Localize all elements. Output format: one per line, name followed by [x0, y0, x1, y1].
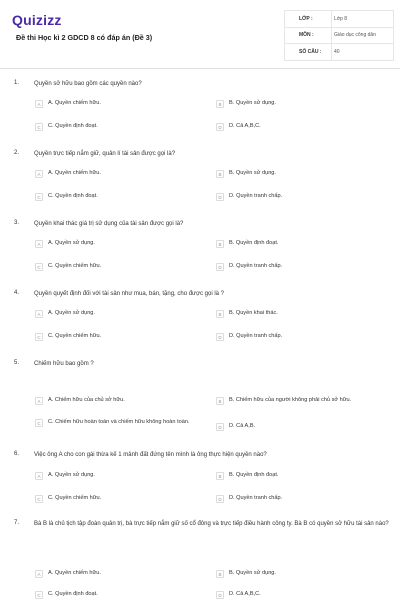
meta-row-count	[285, 44, 393, 60]
option-letter-box: B	[216, 397, 224, 405]
option-text: B. Quyền sử dụng.	[229, 570, 276, 577]
option-a[interactable]	[35, 570, 215, 578]
option-b[interactable]	[216, 100, 396, 108]
meta-label: SỐ CÂU :	[299, 48, 322, 55]
option-letter-box: C	[35, 495, 43, 503]
option-c[interactable]	[35, 495, 215, 503]
option-c[interactable]	[35, 419, 195, 427]
option-text: D. Quyền tranh chấp.	[229, 495, 283, 502]
option-text: D. Cả A,B.	[229, 423, 256, 430]
option-c[interactable]	[35, 333, 215, 341]
option-text: D. Quyền tranh chấp.	[229, 263, 283, 270]
option-text: C. Quyền chiếm hữu.	[48, 333, 102, 340]
option-c[interactable]	[35, 591, 215, 599]
option-letter-box: C	[35, 333, 43, 341]
option-a[interactable]	[35, 240, 215, 248]
option-d[interactable]	[216, 591, 396, 599]
meta-value: Giáo dục công dân	[331, 28, 393, 44]
option-letter-box: C	[35, 263, 43, 271]
option-b[interactable]	[216, 472, 396, 480]
meta-row-class	[285, 11, 393, 28]
option-b[interactable]	[216, 570, 396, 578]
question-number: 1.	[14, 80, 20, 86]
option-text: C. Quyền định đoạt.	[48, 123, 98, 130]
question-number: 5.	[14, 360, 20, 366]
question-number: 2.	[14, 150, 20, 156]
option-text: D. Quyền tranh chấp.	[229, 193, 283, 200]
option-letter-box: D	[216, 591, 224, 599]
option-d[interactable]	[216, 123, 396, 131]
option-letter-box: A	[35, 570, 43, 578]
option-text: A. Chiếm hữu của chủ sở hữu.	[48, 397, 125, 404]
option-letter-box: B	[216, 310, 224, 318]
option-letter-box: A	[35, 170, 43, 178]
option-b[interactable]	[216, 240, 396, 248]
option-text: B. Quyền sử dụng.	[229, 100, 276, 107]
option-a[interactable]	[35, 472, 215, 480]
option-letter-box: C	[35, 123, 43, 131]
option-text: A. Quyền sử dụng.	[48, 240, 95, 247]
option-text: C. Quyền định đoạt.	[48, 591, 98, 598]
option-text: C. Quyền định đoạt.	[48, 193, 98, 200]
question-text: Quyền khai thác giá trị sử dụng của tài sản được gọi là?	[34, 221, 184, 227]
option-a[interactable]	[35, 310, 215, 318]
option-letter-box: B	[216, 570, 224, 578]
meta-value: Lớp 8	[331, 11, 393, 27]
question-text: Quyền quyết định đối với tài sản như mua, bán, tặng, cho được gọi là ?	[34, 291, 225, 297]
option-text: C. Chiếm hữu hoàn toàn và chiếm hữu không hoàn toàn.	[48, 419, 190, 426]
option-text: D. Cả A,B,C.	[229, 591, 261, 598]
worksheet-header	[0, 0, 400, 68]
option-c[interactable]	[35, 263, 215, 271]
meta-label: LỚP :	[299, 15, 313, 22]
option-letter-box: B	[216, 240, 224, 248]
option-letter-box: A	[35, 472, 43, 480]
option-text: A. Quyền sử dụng.	[48, 310, 95, 317]
option-d[interactable]	[216, 423, 396, 431]
option-text: A. Quyền chiếm hữu.	[48, 570, 101, 577]
option-letter-box: C	[35, 419, 43, 427]
option-a[interactable]	[35, 397, 215, 405]
question-number: 4.	[14, 290, 20, 296]
option-text: B. Quyền sử dụng.	[229, 170, 276, 177]
option-text: D. Quyền tranh chấp.	[229, 333, 283, 340]
option-letter-box: A	[35, 100, 43, 108]
option-d[interactable]	[216, 193, 396, 201]
option-c[interactable]	[35, 123, 215, 131]
option-text: A. Quyền chiếm hữu.	[48, 170, 101, 177]
question-text: Bà B là chủ tịch tập đoàn quản trị, bà trực tiếp nắm giữ số cổ đông và trực tiếp điều hành công ty. Bà B có quyền sở hữu tài sản nào?	[34, 521, 389, 527]
option-text: D. Cả A,B,C.	[229, 123, 261, 130]
option-text: B. Quyền khai thác.	[229, 310, 278, 317]
meta-row-subject	[285, 28, 393, 45]
question-text: Quyền sở hữu bao gồm các quyền nào?	[34, 81, 142, 87]
quizizz-logo: Quizizz	[12, 12, 62, 28]
option-text: A. Quyền sử dụng.	[48, 472, 95, 479]
option-letter-box: D	[216, 333, 224, 341]
option-text: C. Quyền chiếm hữu.	[48, 263, 102, 270]
option-text: B. Quyền định đoạt.	[229, 240, 279, 247]
option-d[interactable]	[216, 333, 396, 341]
option-letter-box: D	[216, 423, 224, 431]
option-d[interactable]	[216, 495, 396, 503]
option-letter-box: C	[35, 193, 43, 201]
option-letter-box: D	[216, 193, 224, 201]
option-letter-box: B	[216, 100, 224, 108]
question-number: 6.	[14, 451, 20, 457]
question-text: Quyền trực tiếp nắm giữ, quản lí tài sản được gọi là?	[34, 151, 176, 157]
option-text: A. Quyền chiếm hữu.	[48, 100, 101, 107]
document-title: Đề thi Học kì 2 GDCD 8 có đáp án (Đề 3)	[16, 33, 153, 42]
question-number: 3.	[14, 220, 20, 226]
option-c[interactable]	[35, 193, 215, 201]
option-letter-box: A	[35, 397, 43, 405]
question-text: Việc ông A cho con gái thừa kế 1 mảnh đất đứng tên mình là ông thực hiện quyền nào?	[34, 452, 267, 458]
option-b[interactable]	[216, 397, 396, 405]
header-divider	[0, 68, 400, 69]
option-text: B. Quyền định đoạt.	[229, 472, 279, 479]
meta-label: MÔN :	[299, 32, 314, 39]
option-text: C. Quyền chiếm hữu.	[48, 495, 102, 502]
question-number: 7.	[14, 520, 20, 526]
option-a[interactable]	[35, 100, 215, 108]
option-letter-box: A	[35, 240, 43, 248]
option-letter-box: C	[35, 591, 43, 599]
option-text: B. Chiếm hữu của người không phải chủ sở hữu.	[229, 397, 352, 404]
meta-value: 40	[331, 44, 393, 60]
option-letter-box: D	[216, 123, 224, 131]
option-letter-box: B	[216, 170, 224, 178]
question-text: Chiếm hữu bao gồm ?	[34, 361, 94, 367]
option-d[interactable]	[216, 263, 396, 271]
option-letter-box: A	[35, 310, 43, 318]
option-letter-box: D	[216, 495, 224, 503]
option-b[interactable]	[216, 170, 396, 178]
option-letter-box: B	[216, 472, 224, 480]
option-letter-box: D	[216, 263, 224, 271]
option-a[interactable]	[35, 170, 215, 178]
option-b[interactable]	[216, 310, 396, 318]
meta-info-box	[284, 10, 394, 61]
